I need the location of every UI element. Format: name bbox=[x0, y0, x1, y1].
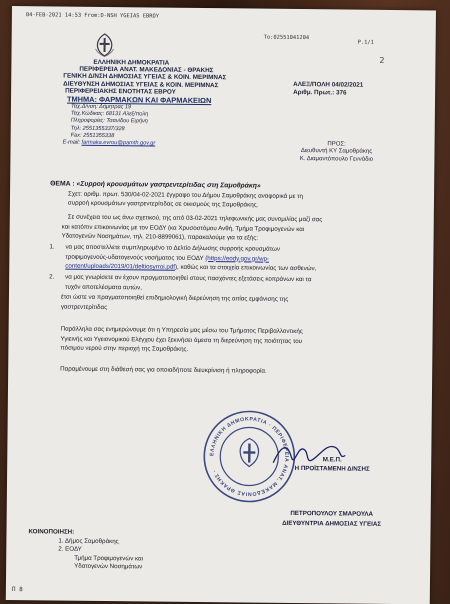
stamp-ring-text-path: ΕΛΛΗΝΙΚΗ ΔΗΜΟΚΡΑΤΙΑ · ΠΕΡΙΦΕΡΕΙΑ ΑΝΑΤ. ΜΑΚΕΔΟΝΙΑΣ ΘΡΑΚΗΣ · bbox=[209, 416, 290, 497]
related-line: Σχετ: αριθμ. πρωτ. 530/04-02-2021 έγγραφο του Δήμου Σαμοθράκης αναφορικά με τη bbox=[67, 190, 303, 201]
header-line: ΠΕΡΙΦΕΡΕΙΑ ΑΝΑΤ. ΜΑΚΕΔΟΝΙΑΣ - ΘΡΑΚΗΣ bbox=[79, 65, 214, 75]
fax-header-line: 04-FEB-2021 14:53 From:D-NSH YGEIAS EBROY bbox=[25, 12, 160, 20]
recipient-line: Διευθυντή ΚΥ Σαμοθράκης bbox=[300, 148, 373, 156]
fax-header-page: P.1/1 bbox=[357, 39, 374, 46]
item-line: τυχόν αποτελέσματα αυτών, bbox=[65, 283, 143, 291]
body-line: Παράλληλα σας ενημερώνουμε ότι η Υπηρεσία μας μέσω του Τμήματος Περιβαλλοντικής bbox=[60, 325, 303, 336]
cc-item: 2. ΕΟΔΥ bbox=[58, 545, 82, 553]
recipient-label: ΠΡΟΣ: bbox=[327, 141, 346, 148]
address-line: Ταχ.Δ/νση: Δήμητρας 19 bbox=[70, 103, 132, 111]
header-line: ΔΙΕΥΘΥΝΣΗ ΔΗΜΟΣΙΑΣ ΥΓΕΙΑΣ & ΚΟΙΝ. ΜΕΡΙΜΝΑΣ bbox=[63, 80, 219, 89]
address-line: Ταχ.Κώδικας: 68131 Αλεξ/πολη bbox=[70, 110, 149, 118]
related-line: συρροή κρουσμάτων γαστρεντερίτιδας σε οικισμούς της Σαμοθράκης. bbox=[67, 199, 259, 209]
item-line: να μας αποστελλετε συμπληρωμένο το Δελτίο Δήλωσης συρροής κρουσμάτων bbox=[65, 243, 281, 253]
reference-block bbox=[293, 81, 363, 98]
body-line: γαστρεντερίτιδας bbox=[60, 303, 108, 311]
item-number: 2. bbox=[49, 273, 55, 281]
fax-document-page bbox=[6, 6, 436, 604]
authority-header bbox=[63, 59, 227, 149]
header-line: ΠΕΡΙΦΕΡΕΙΑΚΗΣ ΕΝΟΤΗΤΑΣ ΕΒΡΟΥ bbox=[65, 87, 176, 96]
fax-header-tel: To:02551041204 bbox=[263, 34, 310, 42]
item-line: να μας γνωρίσετε αν έχουν πραγματοποιηθεί στους πασχόντες εξετάσεις κοπράνων και τα bbox=[65, 273, 312, 284]
protocol-number: Αριθμ. Πρωτ.: 376 bbox=[293, 88, 347, 97]
body-line: έτσι ώστε να πραγματοποιηθεί επιδημιολογική διερεύνηση της αιτίας εμφάνισης της bbox=[60, 293, 289, 303]
related-reference bbox=[68, 191, 303, 211]
body-line: πόσιμου νερού στην περιοχή της Σαμοθράκης. bbox=[60, 344, 189, 354]
address-line: Fax: 2551355338 bbox=[70, 132, 115, 139]
body-paragraph-1 bbox=[62, 213, 323, 245]
cc-item-detail: Υδατογενών Νοσημάτων bbox=[74, 563, 143, 571]
form-url-link-continued[interactable]: content/uploads/2019/01/deltiosyrroi.pdf bbox=[65, 262, 176, 271]
handwritten-page-number: 2 bbox=[379, 55, 385, 65]
form-url-link[interactable]: (https://eody.gov.gr/wp- bbox=[205, 254, 269, 263]
recipient-line: Κ. Διαμαντόπουλο Γεννάδιο bbox=[299, 155, 374, 163]
item-number: 1. bbox=[49, 243, 55, 251]
body-line: Σε συνέχεια του ως άνω σχετικού, της από 03-02-2021 τηλεφωνικής μας συνομιλίας μαζί σας bbox=[67, 213, 323, 224]
body-line: και κατόπιν επικοινωνίας με τον ΕΟΔΥ (κα Χρυσοστόμου Ανθή, Τμήμα Τροφιμογενών και bbox=[61, 223, 305, 233]
cc-list bbox=[28, 528, 143, 572]
address-line: Πληροφορίες: Τσανίδου Ειρήνη bbox=[70, 118, 148, 125]
signatory-block bbox=[257, 509, 407, 531]
department-title: ΤΜΗΜΑ: ΦΑΡΜΑΚΩΝ ΚΑΙ ΦΑΡΜΑΚΕΙΩΝ bbox=[66, 94, 212, 106]
signature-block bbox=[257, 455, 407, 475]
item-text: ), καθώς και τα στοιχεία επικοινωνίας των ασθενών, bbox=[174, 263, 317, 273]
cc-item-detail: Τμήμα Τροφιμογενών και bbox=[74, 554, 144, 563]
address-line: Τηλ: 2551355337/328 bbox=[70, 125, 125, 132]
signatory-name: ΠΕΤΡΟΠΟΥΛΟΥ ΣΜΑΡΟΥΛΑ bbox=[290, 509, 374, 518]
header-line: ΕΛΛΗΝΙΚΗ ΔΗΜΟΚΡΑΤΙΑ bbox=[93, 58, 170, 67]
signature-title: Η ΠΡΟΪΣΤΑΜΕΝΗ Δ/ΝΣΗΣ bbox=[294, 464, 370, 473]
email-link[interactable]: farmaka.evrou@pamth.gov.gr bbox=[81, 139, 156, 147]
cc-label: ΚΟΙΝΟΠΟΙΗΣΗ: bbox=[28, 528, 75, 536]
document-date: ΑΛΕΞ/ΠΟΛΗ 04/02/2021 bbox=[293, 80, 364, 89]
body-line: Υδατογενών Νοσημάτων, τηλ. 210-8899061), παρακαλούμε για τα εξής: bbox=[61, 232, 258, 242]
greek-coat-of-arms-icon bbox=[93, 33, 115, 57]
footer-mark: Π 8 bbox=[11, 586, 23, 594]
signatory-position: ΔΙΕΥΘΥΝΤΡΙΑ ΔΗΜΟΣΙΑΣ ΥΓΕΙΑΣ bbox=[282, 519, 382, 528]
email-label: E-mail: bbox=[62, 139, 81, 146]
subject-line bbox=[50, 180, 261, 189]
item-text: τροφιμογενούς-υδατογενούς νοσήματος του ΕΟΔΥ bbox=[65, 253, 204, 262]
body-paragraph-4: Παραμένουμε στη διάθεσή σας για οποιαδήποτε διευκρίνιση ή πληροφορία. bbox=[60, 365, 267, 375]
body-paragraph-2 bbox=[61, 293, 289, 315]
email-line bbox=[63, 140, 226, 149]
request-item-2 bbox=[49, 272, 312, 294]
body-paragraph-3 bbox=[60, 325, 302, 356]
signature-mep: Μ.Ε.Π. bbox=[322, 456, 342, 464]
cc-item: 1. Δήμος Σαμοθράκης bbox=[58, 537, 119, 545]
body-line: Υγιεινής και Υγειονομικού Ελέγχου έχει ξεκινήσει άμεσα τη διερεύνηση της ποιότητας του bbox=[60, 335, 303, 345]
header-line: ΓΕΝΙΚΗ Δ/ΝΣΗ ΔΗΜΟΣΙΑΣ ΥΓΕΙΑΣ & ΚΟΙΝ. ΜΕΡΙΜΝΑΣ bbox=[63, 72, 227, 82]
subject-label: ΘΕΜΑ : bbox=[50, 180, 75, 188]
request-item-1 bbox=[49, 242, 316, 274]
subject-topic: «Συρροή κρουσμάτων γαστρεντερίτιδας στη Σαμοθράκη» bbox=[76, 180, 261, 190]
recipient-block bbox=[274, 141, 398, 165]
